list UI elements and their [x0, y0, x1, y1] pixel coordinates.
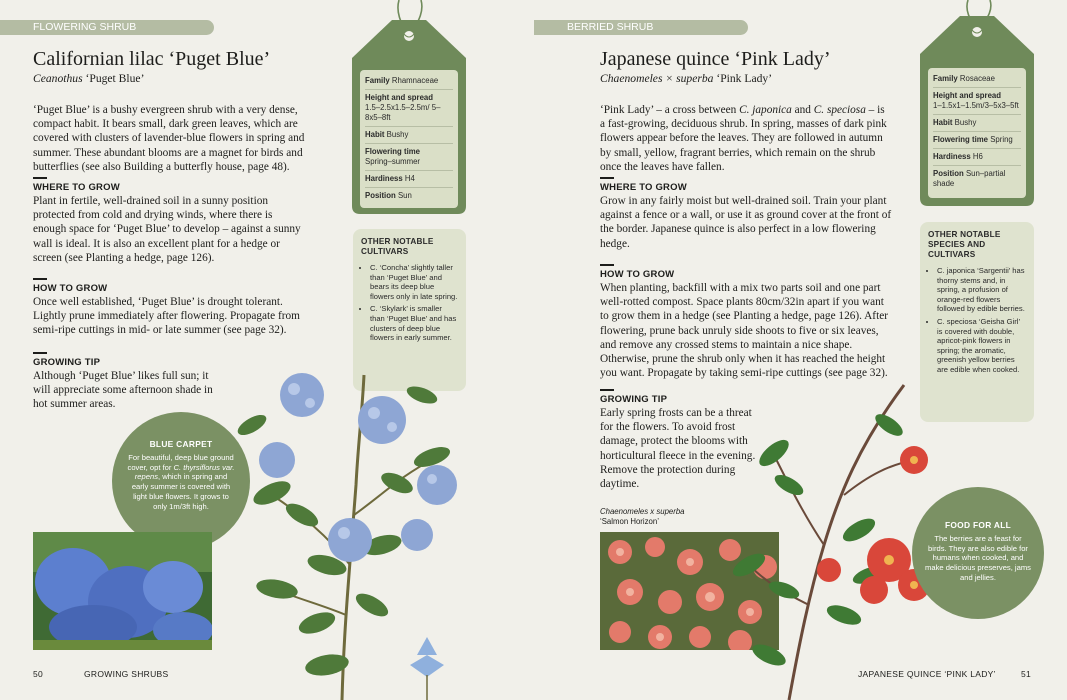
notable-cultivars-box: [920, 222, 1034, 422]
latin-genus: Ceanothus: [33, 72, 83, 85]
latin-cultivar: ‘Puget Blue’: [82, 72, 145, 85]
bubble-heading: FOOD FOR ALL: [944, 520, 1012, 530]
left-page: [0, 0, 533, 700]
running-footer: JAPANESE QUINCE ‘PINK LADY’: [858, 669, 996, 679]
section-text: When planting, backfill with a mix two parts soil and one part well-rotted compost. Space plants 80cm/32in apart if you want to grow them in a hedge (see Planting a hedge, page 126). After flowering, prune back unruly side shoots to five or six leaves, and remove any crossed stems to maintain a nice shape. Otherwise, prune the shrub only when it has reached the height you want. Propagate by taking semi-ripe cuttings (see page 32).: [600, 282, 888, 380]
section-rule: [600, 177, 614, 179]
quince-illustration: [729, 365, 929, 700]
page-number: 50: [33, 669, 44, 679]
page-title: Californian lilac ‘Puget Blue’: [33, 48, 271, 70]
section-heading: GROWING TIP: [33, 357, 101, 368]
section-band: BERRIED SHRUB: [534, 20, 748, 35]
page-number: 51: [1021, 669, 1032, 679]
cultivar-item: • C. japonica ‘Sargentii’ has thorny stems and, in spring, a profusion of orange-red flowers followed by edible berries.: [937, 266, 1026, 314]
section-rule: [600, 264, 614, 266]
section-text: Although ‘Puget Blue’ likes full sun; it will appreciate some afternoon shade in hot summer areas.: [33, 370, 213, 411]
ceanothus-illustration: [232, 365, 472, 700]
photo-caption: Chaenomeles x superba ‘Salmon Horizon’: [600, 507, 685, 526]
section-rule: [33, 278, 47, 280]
section-heading: WHERE TO GROW: [600, 182, 687, 193]
cultivars-heading: OTHER NOTABLE SPECIES AND CULTIVARS: [928, 230, 1001, 259]
section-text: Plant in fertile, well-drained soil in a sunny position protected from cold and drying winds, where there is enough space for ‘Puget Blue’ to develop – against a sunny wall is ideal. It is also an excellent plant for a hedge or screen (see Planting a hedge, page 126).: [33, 195, 301, 264]
section-rule: [33, 177, 47, 179]
plant-info-tag: [352, 20, 466, 214]
intro-paragraph: ‘Puget Blue’ is a bushy evergreen shrub with a very dense, compact habit. It bears small, dark green leaves, which are covered with clusters of lavender-blue flowers in spring and summer. These abundant blooms are a magnet for birds and butterflies (see also Building a butterfly house, page 48).: [33, 104, 305, 173]
running-footer: GROWING SHRUBS: [84, 669, 169, 679]
bubble-heading: BLUE CARPET: [149, 439, 213, 449]
growing-tip-section: [33, 350, 213, 412]
latin-cultivar: ‘Pink Lady’: [713, 72, 773, 85]
cultivar-item: • C. ‘Concha’ slightly taller than ‘Puget Blue’ and bears its deep blue flowers only in late spring.: [370, 263, 458, 301]
latin-genus: Chaenomeles × superba: [600, 72, 714, 85]
where-to-grow-section: [600, 175, 892, 251]
section-heading: HOW TO GROW: [33, 283, 108, 294]
section-heading: WHERE TO GROW: [33, 182, 120, 193]
latin-name: [33, 72, 144, 86]
section-rule: [600, 389, 614, 391]
section-text: Grow in any fairly moist but well-drained soil. Train your plant against a fence or a wall, or use it as ground cover at the front of the border. Japanese quince is also perfect in a low flowering hedge.: [600, 195, 892, 250]
food-for-all-bubble: FOOD FOR ALL The berries are a feast for birds. They are also edible for humans when cooked, and make delicious preserves, jams and jellies.: [912, 487, 1044, 619]
where-to-grow-section: [33, 175, 305, 265]
how-to-grow-section: [600, 262, 892, 380]
plant-info-tag: [920, 16, 1034, 206]
tag-details: Family Rosaceae Height and spread 1–1.5x1–1.5m/3–5x3–5ft Habit Bushy Flowering time Spring Hardiness H6 Position Sun–partial shade: [928, 68, 1026, 198]
how-to-grow-section: [33, 276, 305, 338]
section-rule: [33, 352, 47, 354]
cultivars-heading: OTHER NOTABLE CULTIVARS: [361, 237, 434, 256]
right-page: [534, 0, 1067, 700]
section-text: Early spring frosts can be a threat for the flowers. To avoid frost damage, protect the blooms with horticultural fleece in the evening. Remove the protection during daytime.: [600, 407, 756, 491]
cultivar-item: • C. speciosa ‘Geisha Girl’ is covered with double, apricot-pink flowers in spring; the aromatic, greenish yellow berries are edible when cooked.: [937, 317, 1026, 375]
blue-carpet-bubble: BLUE CARPET For beautiful, deep blue ground cover, opt for C. thyrsiflorus var. repens, which in spring and early summer is covered with light blue flowers. It grows to only 1m/3ft high.: [112, 412, 250, 550]
section-heading: GROWING TIP: [600, 394, 668, 405]
ceanothus-photo: [33, 532, 212, 650]
intro-paragraph: ‘Pink Lady’ – a cross between C. japonica and C. speciosa – is a fast-growing, deciduous shrub. In spring, masses of dark pink flowers appear before the leaves. They are followed in autumn by small, yellow, fragrant berries, which remain on the shrub once the leaves have fallen.: [600, 104, 887, 173]
section-heading: HOW TO GROW: [600, 269, 675, 280]
section-text: Once well established, ‘Puget Blue’ is drought tolerant. Lightly prune immediately after flowering. Propagate from semi-ripe cuttings in mid- or late summer (see page 32).: [33, 296, 300, 337]
section-band: FLOWERING SHRUB: [0, 20, 214, 35]
cultivar-item: • C. ‘Skylark’ is smaller than ‘Puget Blue’ and has clusters of deep blue flowers in early summer.: [370, 304, 458, 342]
page-title: Japanese quince ‘Pink Lady’: [600, 48, 831, 70]
tag-details: Family Rhamnaceae Height and spread 1.5–2.5x1.5–2.5m/ 5–8x5–8ft Habit Bushy Flowering time Spring–summer Hardiness H4 Position Sun: [360, 70, 458, 208]
latin-name: [600, 72, 772, 86]
